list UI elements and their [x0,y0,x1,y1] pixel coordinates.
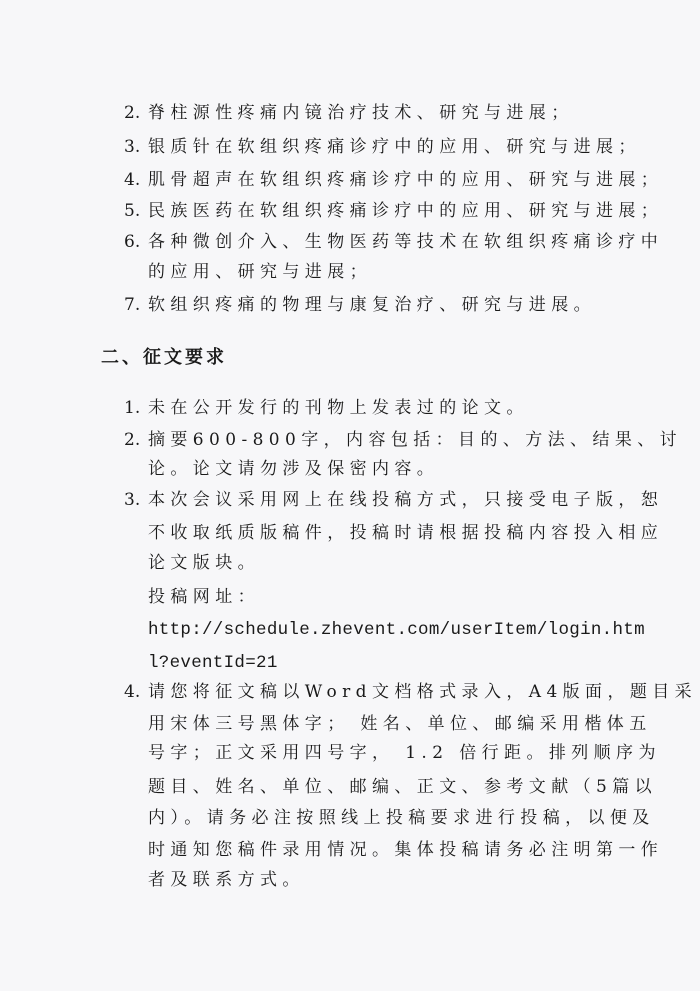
topic-number: 7. [124,295,141,315]
topic-number: 6. [124,232,141,252]
req-number: 4. [124,682,141,702]
topic-text: 软组织疼痛的物理与康复治疗、研究与进展。 [148,295,596,315]
topic-text: 各种微创介入、生物医药等技术在软组织疼痛诊疗中 [148,232,664,252]
topic-number: 5. [124,201,141,221]
req-text: 题目、姓名、单位、邮编、正文、参考文献（5篇以 [148,777,658,797]
topic-number: 4. [124,170,141,190]
submission-url[interactable]: http://schedule.zhevent.com/userItem/login.htm [148,620,645,640]
req-number: 1. [124,398,141,418]
req-text: 请您将征文稿以Word文档格式录入，A4版面，题目采 [148,682,698,702]
topic-number: 3. [124,137,141,157]
req-text: 者及联系方式。 [148,870,305,890]
req-text: 论文版块。 [148,553,260,573]
topic-text: 民族医药在软组织疼痛诊疗中的应用、研究与进展； [148,201,664,221]
section-heading: 二、征文要求 [101,347,227,368]
req-text: 未在公开发行的刊物上发表过的论文。 [148,398,529,418]
topic-number: 2. [124,103,141,123]
req-text: 摘要600-800字，内容包括：目的、方法、结果、讨 [148,430,683,450]
topic-text: 的应用、研究与进展； [148,262,372,282]
req-text: 内）。请务必注按照线上投稿要求进行投稿，以便及 [148,808,655,828]
submission-url[interactable]: l?eventId=21 [148,653,278,673]
topic-text: 脊柱源性疼痛内镜治疗技术、研究与进展； [148,103,574,123]
req-number: 2. [124,430,141,450]
topic-text: 肌骨超声在软组织疼痛诊疗中的应用、研究与进展； [148,170,664,190]
req-text: 不收取纸质版稿件，投稿时请根据投稿内容投入相应 [148,523,664,543]
req-number: 3. [124,490,141,510]
req-text: 用宋体三号黑体字； 姓名、单位、邮编采用楷体五 [148,714,652,734]
topic-text: 银质针在软组织疼痛诊疗中的应用、研究与进展； [148,137,641,157]
req-text: 本次会议采用网上在线投稿方式，只接受电子版，恕 [148,490,664,510]
req-text: 时通知您稿件录用情况。集体投稿请务必注明第一作 [148,840,664,860]
req-text: 投稿网址： [148,587,260,607]
req-text: 论。论文请勿涉及保密内容。 [148,459,440,479]
req-text: 号字；正文采用四号字， 1.2 倍行距。排列顺序为 [148,743,661,763]
